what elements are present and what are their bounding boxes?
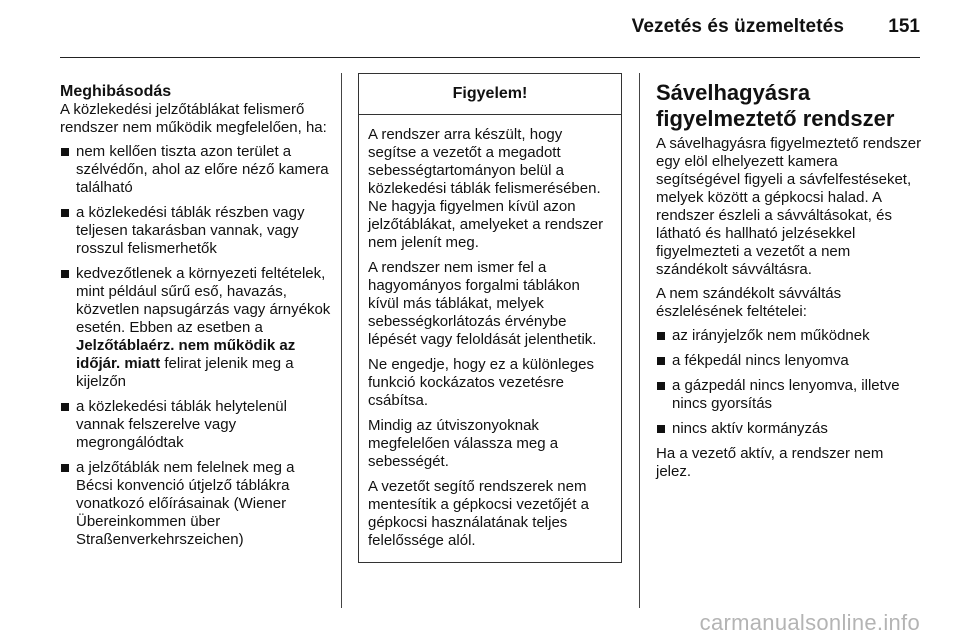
right-column: [656, 80, 922, 487]
warning-paragraph: A vezetőt segítő rendszerek nem mentesítik a gépkocsi vezetőjét a gépkocsi használatának teljes felelőssége alól.: [368, 478, 589, 549]
malfunction-heading: Meghibásodás: [60, 83, 172, 100]
closing-note: Ha a vezető aktív, a rendszer nem jelez.: [656, 445, 884, 480]
warning-body: [359, 115, 621, 550]
list-item: a jelzőtáblák nem felelnek meg a Bécsi konvenció útjelző táblákra vonatkozó előírásainak (Wiener Übereinkommen über Straßenverkehrszeichen): [60, 459, 332, 549]
column-divider-right: [639, 73, 640, 608]
malfunction-list: [60, 143, 332, 549]
list-item: nincs aktív kormányzás: [656, 420, 922, 438]
display-message: Jelzőtáblaérz. nem működik az időjár. miatt: [76, 337, 296, 372]
warning-title: Figyelem!: [359, 74, 621, 115]
watermark: carmanualsonline.info: [699, 610, 920, 635]
page-header-title: Vezetés és üzemeltetés: [631, 16, 844, 37]
page-number: 151: [888, 16, 920, 37]
section-intro: A sávelhagyásra figyelmeztető rendszer egy elöl elhelyezett kamera segítségével figyeli a sávfelfestéseket, melyek között a gépkocsi halad. A rendszer észleli a sávváltásokat, és látható és hallható jelzésekkel figyelmezteti a vezetőt a nem szándékolt sávváltásra.: [656, 135, 922, 278]
list-item: a fékpedál nincs lenyomva: [656, 352, 922, 370]
list-item: [60, 265, 332, 391]
warning-box: [358, 73, 622, 563]
header-divider: [60, 57, 920, 58]
warning-paragraph: A rendszer nem ismer fel a hagyományos forgalmi táblákon kívül más táblákat, melyek sebességkorlátozás érvénybe lépését vagy feloldását jelenthetik.: [368, 259, 597, 348]
column-divider-left: [341, 73, 342, 608]
warning-paragraph: Mindig az útviszonyoknak megfelelően válassza meg a sebességét.: [368, 417, 559, 470]
left-column: [60, 82, 332, 556]
list-item: a közlekedési táblák helytelenül vannak felszerelve vagy megrongálódtak: [60, 398, 332, 452]
conditions-list: [656, 327, 922, 438]
list-item: a gázpedál nincs lenyomva, illetve nincs gyorsítás: [656, 377, 922, 413]
section-title: Sávelhagyásra figyelmeztető rendszer: [656, 80, 895, 131]
list-item-text: kedvezőtlenek a környezeti feltételek, mint például sűrű eső, havazás, közvetlen napsugárzás vagy árnyékok esetén. Ebben az esetben a: [76, 265, 331, 336]
list-item: az irányjelzők nem működnek: [656, 327, 922, 345]
list-item-text: felirat jelenik meg a kijelzőn: [76, 355, 294, 390]
list-item: nem kellően tiszta azon terület a szélvédőn, ahol az előre néző kamera található: [60, 143, 332, 197]
warning-paragraph: A rendszer arra készült, hogy segítse a vezetőt a megadott sebességtartományon belül a közlekedési táblák felismerésében. Ne hagyja figyelmen kívül azon jelzőtáblákat, amelyeket a rendszer nem jelenít meg.: [368, 126, 604, 251]
conditions-intro: A nem szándékolt sávváltás észlelésének feltételei:: [656, 285, 842, 320]
warning-paragraph: Ne engedje, hogy ez a különleges funkció kockázatos vezetésre csábítsa.: [368, 356, 594, 409]
malfunction-intro: A közlekedési jelzőtáblákat felismerő rendszer nem működik megfelelően, ha:: [60, 101, 327, 136]
list-item: a közlekedési táblák részben vagy teljesen takarásban vannak, vagy rosszul felismerhetők: [60, 204, 332, 258]
